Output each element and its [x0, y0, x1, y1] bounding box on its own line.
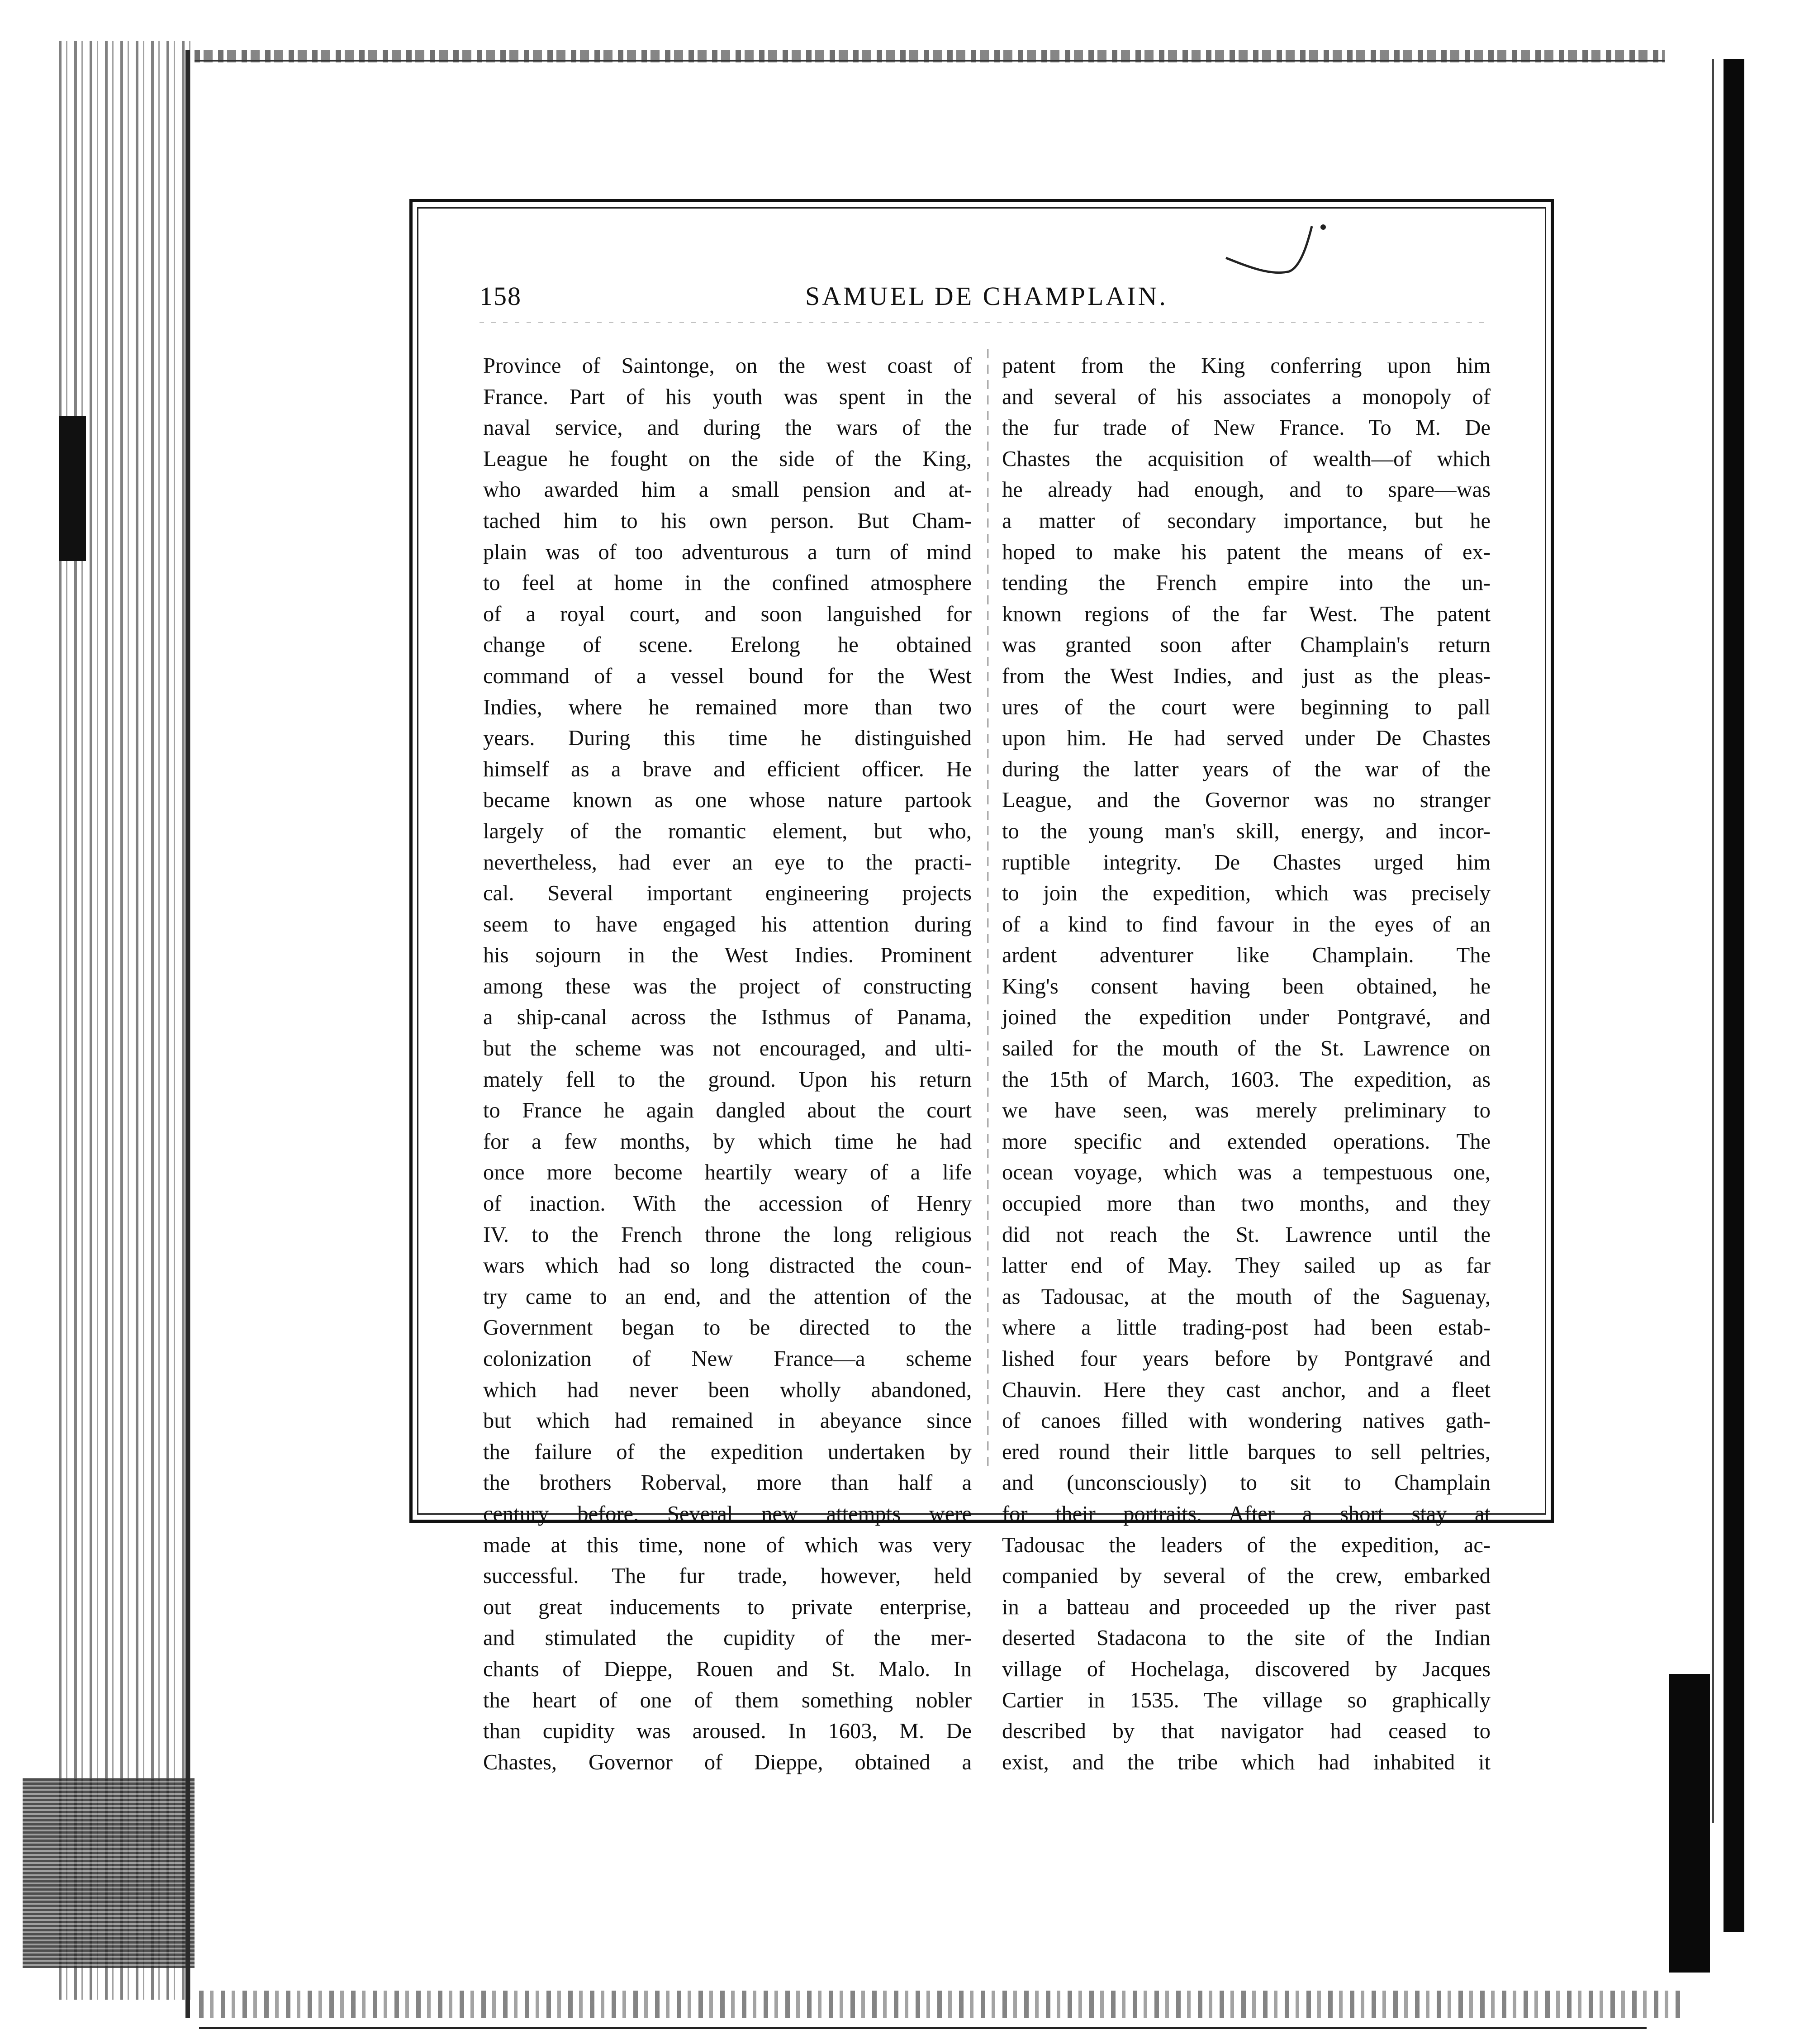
text-line: did not reach the St. Lawrence until the: [1002, 1222, 1491, 1247]
text-line: King's consent having been obtained, he: [1002, 974, 1491, 998]
text-line: lished four years before by Pontgravé and: [1002, 1347, 1491, 1371]
scan-edge-right-bar-lower: [1669, 1674, 1710, 1973]
text-line: but which had remained in abeyance since: [483, 1409, 972, 1433]
text-line: as Tadousac, at the mouth of the Saguenay,: [1002, 1284, 1491, 1309]
text-line: for a few months, by which time he had: [483, 1129, 972, 1154]
text-line: the brothers Roberval, more than half a: [483, 1471, 972, 1495]
text-line: ocean voyage, which was a tempestuous one,: [1002, 1160, 1491, 1185]
scan-artifact-left-block: [59, 416, 86, 561]
text-line: mately fell to the ground. Upon his return: [483, 1067, 972, 1092]
text-line: to the young man's skill, energy, and incor-: [1002, 819, 1491, 843]
scan-artifact-left-bottom: [23, 1778, 195, 1968]
text-line: Indies, where he remained more than two: [483, 695, 972, 719]
text-line: more specific and extended operations. The: [1002, 1129, 1491, 1154]
text-line: change of scene. Erelong he obtained: [483, 633, 972, 657]
text-line: which had never been wholly abandoned,: [483, 1378, 972, 1402]
text-line: of a kind to find favour in the eyes of an: [1002, 912, 1491, 936]
text-line: to France he again dangled about the court: [483, 1098, 972, 1123]
text-line: of a royal court, and soon languished for: [483, 602, 972, 626]
text-line: a matter of secondary importance, but he: [1002, 509, 1491, 533]
header-rule: [480, 322, 1484, 323]
text-line: tending the French empire into the un-: [1002, 571, 1491, 595]
text-line: command of a vessel bound for the West: [483, 664, 972, 688]
text-line: patent from the King conferring upon him: [1002, 354, 1491, 378]
text-line: the failure of the expedition undertaken by: [483, 1440, 972, 1464]
text-line: ures of the court were beginning to pall: [1002, 695, 1491, 719]
text-line: Chastes, Governor of Dieppe, obtained a: [483, 1750, 972, 1774]
text-line: described by that navigator had ceased to: [1002, 1719, 1491, 1744]
text-line: the 15th of March, 1603. The expedition, as: [1002, 1067, 1491, 1092]
text-line: latter end of May. They sailed up as far: [1002, 1254, 1491, 1278]
scan-edge-bottom: [199, 1991, 1683, 2018]
text-line: a ship-canal across the Isthmus of Panama,: [483, 1005, 972, 1030]
text-line: became known as one whose nature partook: [483, 788, 972, 813]
text-line: known regions of the far West. The patent: [1002, 602, 1491, 626]
text-line: in a batteau and proceeded up the river past: [1002, 1595, 1491, 1619]
text-line: tached him to his own person. But Cham-: [483, 509, 972, 533]
text-line: occupied more than two months, and they: [1002, 1192, 1491, 1216]
text-line: colonization of New France—a scheme: [483, 1347, 972, 1371]
text-line: cal. Several important engineering projects: [483, 881, 972, 906]
text-line: joined the expedition under Pontgravé, and: [1002, 1005, 1491, 1030]
text-line: made at this time, none of which was very: [483, 1533, 972, 1557]
text-line: France. Part of his youth was spent in the: [483, 385, 972, 409]
text-line: League he fought on the side of the King,: [483, 447, 972, 471]
text-line: the fur trade of New France. To M. De: [1002, 416, 1491, 440]
text-line: once more become heartily weary of a life: [483, 1160, 972, 1185]
scan-top-line: [195, 60, 1665, 62]
text-line: successful. The fur trade, however, held: [483, 1564, 972, 1588]
text-line: the heart of one of them something nobler: [483, 1688, 972, 1712]
scan-edge-left: [59, 41, 195, 2000]
running-head-title: SAMUEL DE CHAMPLAIN.: [805, 281, 1168, 311]
page-number: 158: [480, 281, 522, 311]
text-line: but the scheme was not encouraged, and ulti-: [483, 1036, 972, 1061]
text-line: ardent adventurer like Champlain. The: [1002, 943, 1491, 968]
text-line: who awarded him a small pension and at-: [483, 478, 972, 502]
text-line: for their portraits. After a short stay at: [1002, 1502, 1491, 1526]
text-line: during the latter years of the war of the: [1002, 757, 1491, 781]
text-line: plain was of too adventurous a turn of mind: [483, 540, 972, 564]
text-column-right: [1002, 351, 1491, 1778]
text-line: years. During this time he distinguished: [483, 726, 972, 751]
text-line: chants of Dieppe, Rouen and St. Malo. In: [483, 1657, 972, 1681]
text-line: Chastes the acquisition of wealth—of which: [1002, 447, 1491, 471]
text-line: exist, and the tribe which had inhabited it: [1002, 1750, 1491, 1774]
text-line: of canoes filled with wondering natives gath-: [1002, 1409, 1491, 1433]
text-line: deserted Stadacona to the site of the Indian: [1002, 1626, 1491, 1650]
text-line: Cartier in 1535. The village so graphically: [1002, 1688, 1491, 1712]
scan-bottom-line: [199, 2027, 1647, 2029]
text-line: hoped to make his patent the means of ex-: [1002, 540, 1491, 564]
text-line: upon him. He had served under De Chastes: [1002, 726, 1491, 751]
text-line: IV. to the French throne the long religious: [483, 1222, 972, 1247]
text-line: among these was the project of constructing: [483, 974, 972, 998]
text-column-left: [483, 351, 972, 1778]
text-line: ruptible integrity. De Chastes urged him: [1002, 850, 1491, 875]
text-line: where a little trading-post had been estab-: [1002, 1316, 1491, 1340]
text-line: himself as a brave and efficient officer. He: [483, 757, 972, 781]
pencil-mark-icon: [1221, 222, 1330, 285]
text-line: companied by several of the crew, embarked: [1002, 1564, 1491, 1588]
text-line: village of Hochelaga, discovered by Jacques: [1002, 1657, 1491, 1681]
text-line: we have seen, was merely preliminary to: [1002, 1098, 1491, 1123]
text-line: to feel at home in the confined atmosphere: [483, 571, 972, 595]
text-line: he already had enough, and to spare—was: [1002, 478, 1491, 502]
scan-binding-line: [185, 50, 190, 2018]
text-line: Province of Saintonge, on the west coast of: [483, 354, 972, 378]
text-line: and several of his associates a monopoly of: [1002, 385, 1491, 409]
text-line: try came to an end, and the attention of the: [483, 1284, 972, 1309]
text-line: Tadousac the leaders of the expedition, ac-: [1002, 1533, 1491, 1557]
scan-edge-right-bar: [1724, 59, 1744, 1932]
text-line: wars which had so long distracted the coun-: [483, 1254, 972, 1278]
text-line: largely of the romantic element, but who,: [483, 819, 972, 843]
text-line: to join the expedition, which was precisely: [1002, 881, 1491, 906]
text-line: and (unconsciously) to sit to Champlain: [1002, 1471, 1491, 1495]
text-line: of inaction. With the accession of Henry: [483, 1192, 972, 1216]
text-line: sailed for the mouth of the St. Lawrence on: [1002, 1036, 1491, 1061]
text-line: Chauvin. Here they cast anchor, and a fleet: [1002, 1378, 1491, 1402]
text-line: his sojourn in the West Indies. Prominent: [483, 943, 972, 968]
text-line: League, and the Governor was no stranger: [1002, 788, 1491, 813]
text-line: out great inducements to private enterprise,: [483, 1595, 972, 1619]
text-line: was granted soon after Champlain's return: [1002, 633, 1491, 657]
text-line: ered round their little barques to sell peltries,: [1002, 1440, 1491, 1464]
text-line: Government began to be directed to the: [483, 1316, 972, 1340]
scan-right-edge: [1712, 59, 1714, 1823]
text-line: century before. Several new attempts were: [483, 1502, 972, 1526]
text-line: naval service, and during the wars of the: [483, 416, 972, 440]
text-line: seem to have engaged his attention during: [483, 912, 972, 936]
text-line: than cupidity was aroused. In 1603, M. De: [483, 1719, 972, 1744]
text-line: and stimulated the cupidity of the mer-: [483, 1626, 972, 1650]
page-header: [480, 278, 1484, 314]
text-line: from the West Indies, and just as the pleas-: [1002, 664, 1491, 688]
text-line: nevertheless, had ever an eye to the practi-: [483, 850, 972, 875]
